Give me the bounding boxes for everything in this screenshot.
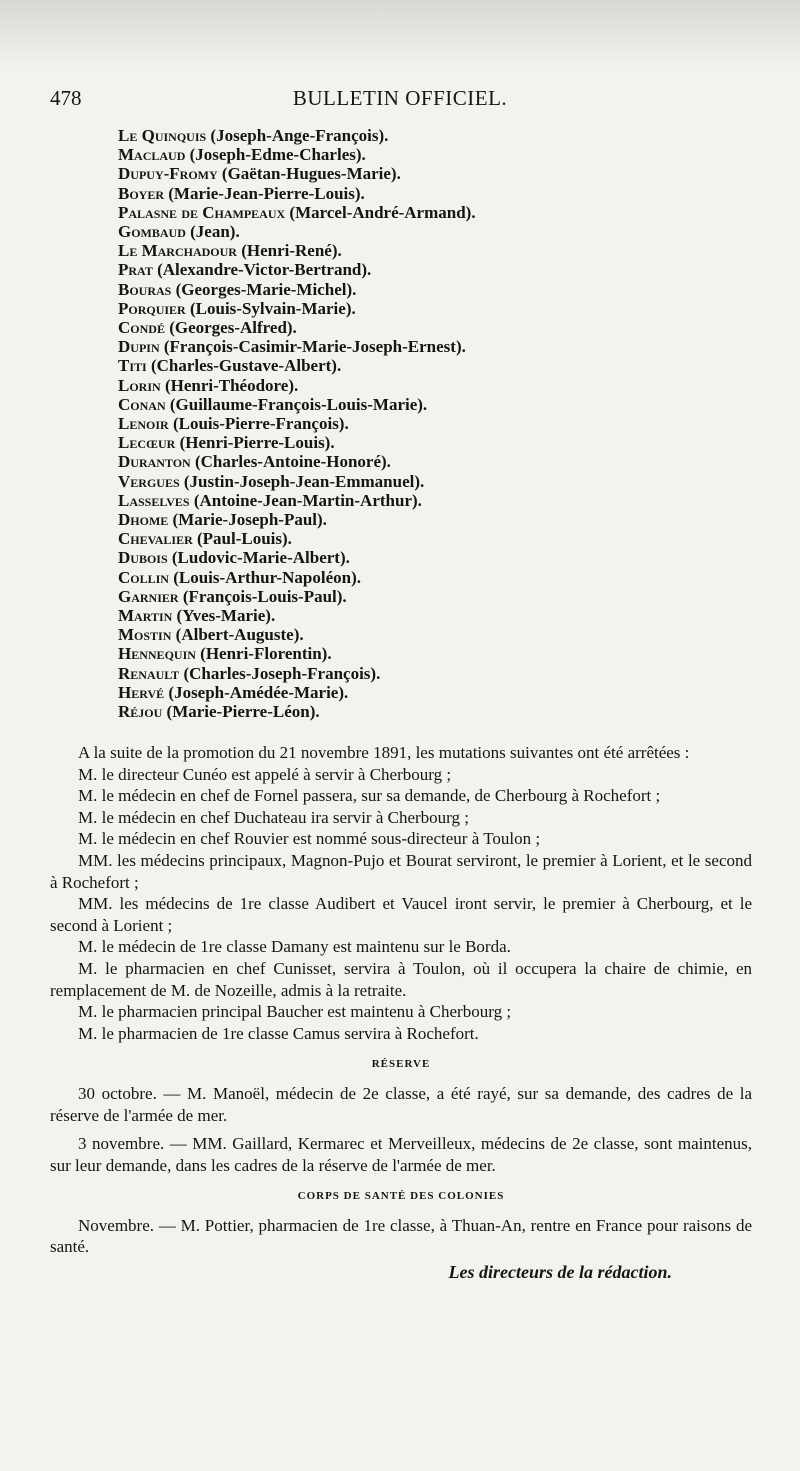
page-header <box>50 86 750 116</box>
surname: Renault <box>118 663 180 683</box>
given-names: (Joseph-Ange-François). <box>210 126 389 145</box>
reserve-list <box>50 1083 752 1176</box>
surname: Le Marchadour <box>118 241 237 261</box>
reserve-item: 3 novembre. — MM. Gaillard, Kermarec et Merveilleux, médecins de 2e classe, sont maintenus, sur leur demande, dans les cadres de la réserve de l'armée de mer. <box>50 1134 752 1175</box>
surname: Réjou <box>118 702 163 722</box>
given-names: (Henri-Florentin). <box>200 644 332 664</box>
name-entry <box>118 433 476 452</box>
mutation-item: M. le pharmacien de 1re classe Camus servira à Rochefort. <box>78 1023 479 1043</box>
mutation-item: MM. les médecins de 1re classe Audibert et Vaucel iront servir, le premier à Cherbourg, et le second à Lorient ; <box>50 894 752 935</box>
name-entry <box>118 644 476 663</box>
name-entry <box>118 472 476 491</box>
reserve-item: 30 octobre. — M. Manoël, médecin de 2e classe, a été rayé, sur sa demande, des cadres de la réserve de l'armée de mer. <box>50 1083 752 1125</box>
name-entry <box>118 683 476 702</box>
name-list <box>118 126 476 721</box>
surname: Le Quinquis <box>118 126 207 145</box>
running-title: BULLETIN OFFICIEL. <box>292 86 508 110</box>
surname: Maclaud <box>118 145 186 165</box>
mutation-item: M. le médecin en chef de Fornel passera, sur sa demande, de Cherbourg à Rochefort ; <box>78 786 661 806</box>
surname: Bouras <box>118 279 172 299</box>
given-names: (Joseph-Amédée-Marie). <box>168 682 349 702</box>
surname: Porquier <box>118 298 186 318</box>
name-entry <box>118 241 476 260</box>
name-entry <box>118 203 476 222</box>
surname: Hervé <box>118 682 165 702</box>
surname: Collin <box>118 567 169 587</box>
name-entry <box>118 184 476 203</box>
colonies-item: Novembre. — M. Pottier, pharmacien de 1re classe, à Thuan-An, rentre en France pour raisons de santé. <box>50 1215 752 1257</box>
mutation-item: M. le directeur Cunéo est appelé à servir à Cherbourg ; <box>78 764 452 784</box>
name-entry <box>118 548 476 567</box>
given-names: (François-Louis-Paul). <box>182 586 347 606</box>
name-entry <box>118 222 476 241</box>
main-text <box>50 742 752 1284</box>
given-names: (Henri-Théodore). <box>164 375 299 395</box>
mutation-item: M. le pharmacien en chef Cunisset, servira à Toulon, où il occupera la chaire de chimie, en remplacement de M. de Nozeille, admis à la retraite. <box>50 958 752 1000</box>
colonies-list <box>50 1215 752 1258</box>
mutation-item: M. le pharmacien principal Baucher est maintenu à Cherbourg ; <box>78 1002 512 1022</box>
mutations-list <box>50 764 752 1045</box>
given-names: (Louis-Sylvain-Marie). <box>189 298 356 318</box>
surname: Duranton <box>118 452 191 472</box>
name-entry <box>118 280 476 299</box>
name-entry <box>118 356 476 375</box>
signature: Les directeurs de la rédaction. <box>448 1262 672 1283</box>
given-names: (Georges-Alfred). <box>169 318 297 338</box>
given-names: (Jean). <box>190 222 240 242</box>
page-number: 478 <box>50 86 82 110</box>
name-entry <box>118 260 476 279</box>
mutation-item: M. le médecin de 1re classe Damany est maintenu sur le Borda. <box>78 937 511 957</box>
name-entry <box>118 452 476 471</box>
colonies-heading: CORPS DE SANTÉ DES COLONIES <box>297 1190 505 1203</box>
given-names: (Yves-Marie). <box>176 606 276 626</box>
given-names: (Justin-Joseph-Jean-Emmanuel). <box>183 471 425 491</box>
name-entry <box>118 606 476 625</box>
given-names: (Charles-Gustave-Albert). <box>150 356 342 376</box>
given-names: (Paul-Louis). <box>197 529 292 549</box>
reserve-heading: RÉSERVE <box>371 1058 431 1071</box>
name-entry <box>118 337 476 356</box>
name-entry <box>118 702 476 721</box>
given-names: (Louis-Arthur-Napoléon). <box>173 567 362 587</box>
name-entry <box>118 126 476 145</box>
surname: Lecœur <box>118 433 176 453</box>
surname: Chevalier <box>118 529 193 549</box>
surname: Condé <box>118 318 165 338</box>
given-names: (Henri-René). <box>241 241 342 261</box>
given-names: (Ludovic-Marie-Albert). <box>171 548 350 568</box>
name-entry <box>118 164 476 183</box>
surname: Conan <box>118 394 166 414</box>
surname: Dubois <box>118 548 168 568</box>
name-entry <box>118 299 476 318</box>
name-entry <box>118 395 476 414</box>
mutation-item: MM. les médecins principaux, Magnon-Pujo et Bourat serviront, le premier à Lorient, et le second à Rochefort ; <box>50 850 752 892</box>
name-entry <box>118 664 476 683</box>
surname: Hennequin <box>118 644 196 664</box>
surname: Boyer <box>118 183 165 203</box>
given-names: (Marie-Jean-Pierre-Louis). <box>168 183 365 203</box>
given-names: (Guillaume-François-Louis-Marie). <box>169 394 428 414</box>
surname: Lenoir <box>118 414 169 434</box>
spacer <box>50 1126 752 1133</box>
mutation-item: M. le médecin en chef Rouvier est nommé sous-directeur à Toulon ; <box>78 829 541 849</box>
name-entry <box>118 145 476 164</box>
given-names: (Marcel-André-Armand). <box>289 202 476 222</box>
name-entry <box>118 318 476 337</box>
given-names: (Georges-Marie-Michel). <box>175 279 357 299</box>
given-names: (Charles-Antoine-Honoré). <box>194 452 391 472</box>
mutation-item: M. le médecin en chef Duchateau ira servir à Cherbourg ; <box>78 807 469 827</box>
surname: Dupuy-Fromy <box>118 164 218 184</box>
name-entry <box>118 529 476 548</box>
surname: Gombaud <box>118 222 186 242</box>
given-names: (François-Casimir-Marie-Joseph-Ernest). <box>163 337 466 357</box>
given-names: (Louis-Pierre-François). <box>172 414 349 434</box>
name-entry <box>118 491 476 510</box>
surname: Garnier <box>118 586 179 606</box>
given-names: (Marie-Joseph-Paul). <box>172 510 327 530</box>
given-names: (Alexandre-Victor-Bertrand). <box>157 260 372 280</box>
surname: Martin <box>118 606 173 626</box>
surname: Palasne de Champeaux <box>118 202 286 222</box>
given-names: (Antoine-Jean-Martin-Arthur). <box>193 490 422 510</box>
name-entry <box>118 414 476 433</box>
given-names: (Joseph-Edme-Charles). <box>189 145 366 165</box>
given-names: (Charles-Joseph-François). <box>183 663 381 683</box>
surname: Lorin <box>118 375 161 395</box>
name-entry <box>118 587 476 606</box>
mutations-intro: A la suite de la promotion du 21 novembre 1891, les mutations suivantes ont été arrêtées : <box>78 743 690 762</box>
given-names: (Henri-Pierre-Louis). <box>179 433 335 453</box>
bleed-through-shadow <box>0 0 800 70</box>
surname: Titi <box>118 356 147 376</box>
surname: Lasselves <box>118 490 190 510</box>
given-names: (Albert-Auguste). <box>175 625 304 645</box>
surname: Dhome <box>118 510 169 530</box>
surname: Mostin <box>118 625 172 645</box>
name-entry <box>118 376 476 395</box>
name-entry <box>118 510 476 529</box>
surname: Dupin <box>118 337 160 357</box>
name-entry <box>118 568 476 587</box>
given-names: (Marie-Pierre-Léon). <box>166 702 320 722</box>
surname: Vergues <box>118 471 180 491</box>
given-names: (Gaëtan-Hugues-Marie). <box>221 164 401 184</box>
name-entry <box>118 625 476 644</box>
surname: Prat <box>118 260 153 280</box>
